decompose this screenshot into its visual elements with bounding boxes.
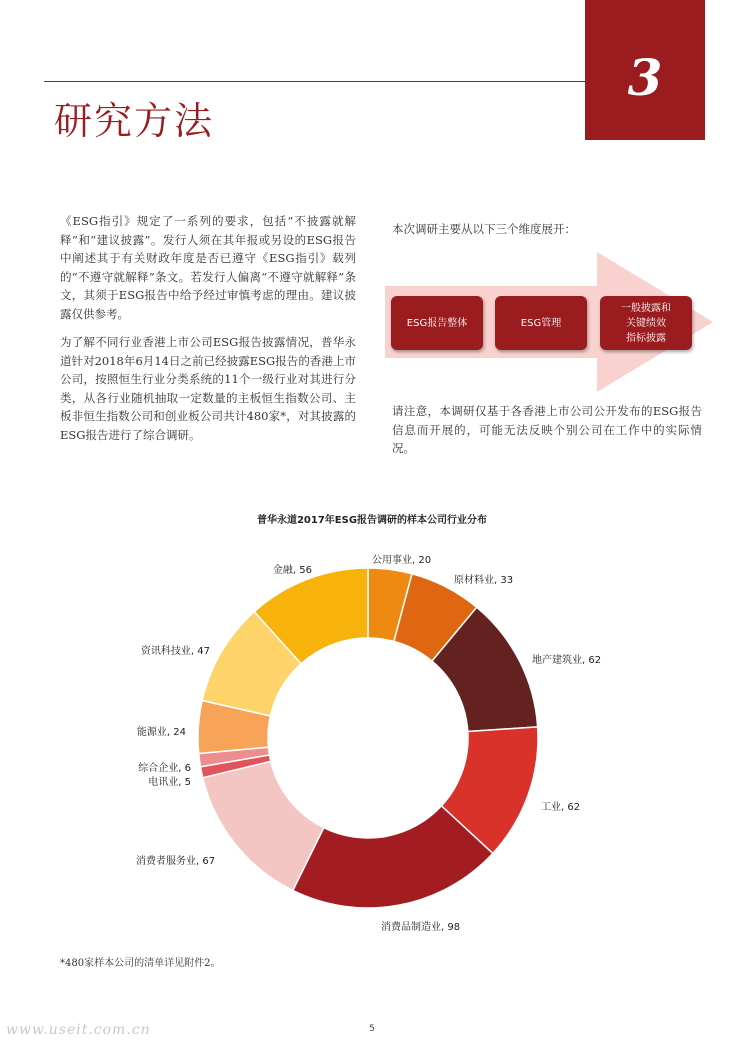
page-number: 5 xyxy=(369,1024,375,1034)
dimension-box-overall: ESG报告整体 xyxy=(391,296,483,350)
paragraph-dimensions-intro: 本次调研主要从以下三个维度展开： xyxy=(392,222,576,236)
donut-label-5: 消费者服务业, 67 xyxy=(136,856,216,867)
donut-label-0: 公用事业, 20 xyxy=(372,555,432,566)
paragraph-note: 请注意，本调研仅基于各香港上市公司公开发布的ESG报告信息而开展的，可能无法反映个别公司在工作中的实际情况。 xyxy=(392,404,702,455)
dimension-box-management: ESG管理 xyxy=(495,296,587,350)
donut-label-10: 金融, 56 xyxy=(272,565,312,576)
donut-label-3: 工业, 62 xyxy=(541,802,581,813)
donut-label-2: 地产建筑业, 62 xyxy=(532,655,602,666)
donut-label-6: 电讯业, 5 xyxy=(148,777,191,788)
chart-title: 普华永道2017年ESG报告调研的样本公司行业分布 xyxy=(256,515,488,526)
donut-label-4: 消费品制造业, 98 xyxy=(381,922,461,933)
donut-label-8: 能源业, 24 xyxy=(136,727,186,738)
paragraph-methodology: 为了解不同行业香港上市公司ESG报告披露情况，普华永道针对2018年6月14日之前已经披露ESG报告的香港上市公司，按照恒生行业分类系统的11个一级行业对其进行分类，从各行业随机抽取一定数量的主板恒生指数公司、主板非恒生指数公司和创业板公司共计480家*，对其披露的ESG报告进行了综合调研。 xyxy=(60,335,356,442)
paragraph-esg-guide: 《ESG指引》规定了一系列的要求，包括“不披露就解释”和“建议披露”。发行人须在其年报或另设的ESG报告中阐述其于有关财政年度是否已遵守《ESG指引》载列的“不遵守就解释”条文。若发行人偏离“不遵守就解释”条文，其须于ESG报告中给予经过审慎考虑的理由。建议披露仅供参考。 xyxy=(60,214,356,321)
donut-label-7: 综合企业, 6 xyxy=(138,763,191,774)
donut-label-1: 原材料业, 33 xyxy=(454,575,514,586)
watermark: www.useit.com.cn xyxy=(6,1022,151,1038)
section-number: 3 xyxy=(627,48,663,107)
footnote: *480家样本公司的清单详见附件2。 xyxy=(60,958,221,969)
dimension-box-disclosure: 一般披露和 关键绩效 指标披露 xyxy=(600,296,692,350)
donut-label-9: 资讯科技业, 47 xyxy=(140,646,210,657)
page-title: 研究方法 xyxy=(54,99,215,143)
